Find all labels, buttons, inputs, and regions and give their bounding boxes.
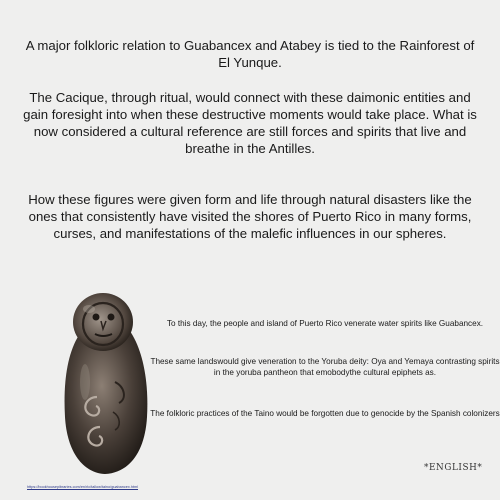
taino-practices-text: The folkloric practices of the Taino would be forgotten due to genocide by the Spanish colonizers: [150, 409, 500, 418]
water-spirits-text: To this day, the people and island of Puerto Rico venerate water spirits like Guabancex.: [166, 319, 484, 328]
figures-paragraph: How these figures were given form and life through natural disasters like the ones that consistently have visited the shores of Puerto Rico in many forms, curses, and manifestations of the malefic influences in our spheres.: [28, 192, 472, 241]
source-link[interactable]: https://bookhousepibraries.com/en/rlc/tallow/taino/guabancex.html: [27, 485, 139, 489]
language-tag: *ENGLISH*: [424, 463, 483, 473]
taino-figurine-image: [55, 287, 155, 477]
cacique-paragraph: The Cacique, through ritual, would connect with these daimonic entities and gain foresight into when these destructive moments would take place. What is now considered a cultural reference are still forces and spirits that live and breathe in the Antilles.: [23, 90, 477, 156]
yoruba-text: These same landswould give veneration to the Yoruba deity: Oya and Yemaya contrasting spirits in the yoruba pantheon that emobodythe cultural epiphets as.: [150, 357, 500, 377]
intro-paragraph: A major folkloric relation to Guabancex and Atabey is tied to the Rainforest of El Yunque.: [25, 38, 475, 70]
